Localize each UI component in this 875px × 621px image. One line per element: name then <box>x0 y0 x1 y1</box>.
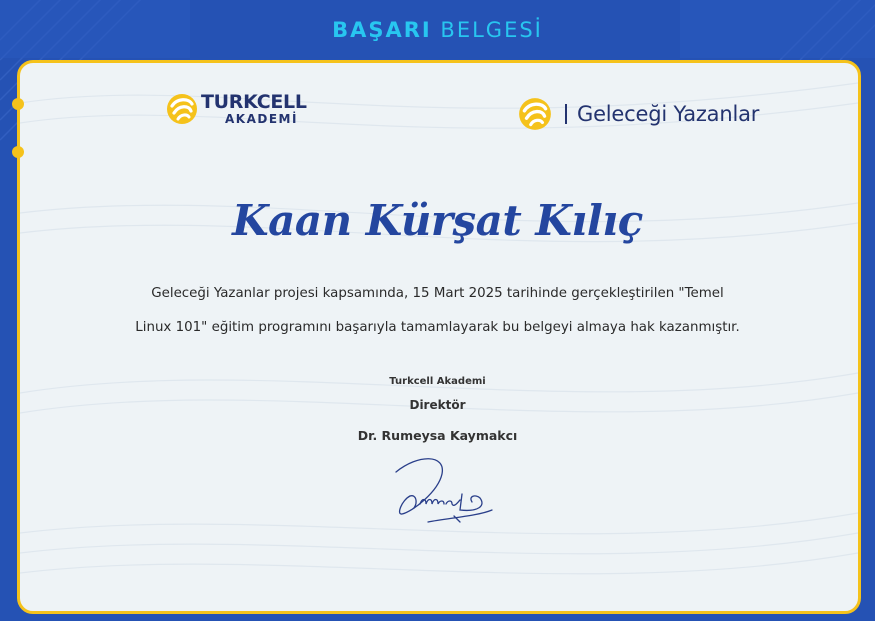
signatory-name: Dr. Rumeysa Kaymakcı <box>357 428 518 443</box>
gelecegi-yazanlar-logo <box>517 96 759 132</box>
turkcell-mark-icon <box>517 96 553 132</box>
signatory-title: Direktör <box>409 398 466 412</box>
header-title-light: BELGESİ <box>440 18 543 42</box>
handwritten-signature <box>388 452 498 532</box>
decorative-dot <box>12 146 24 158</box>
logo-separator <box>565 104 567 124</box>
turkcell-akademi-logo <box>165 92 307 126</box>
body-line: Geleceği Yazanlar projesi kapsamında, 15 Mart 2025 tarihinde gerçekleştirilen "Temel <box>151 286 724 301</box>
body-line: Linux 101" eğitim programını başarıyla tamamlayarak bu belgeyi almaya hak kazanmıştır. <box>135 320 740 335</box>
turkcell-wordmark: TURKCELL <box>201 91 307 113</box>
certificate-header-title <box>0 18 875 42</box>
program-name: Geleceği Yazanlar <box>577 102 760 126</box>
turkcell-logo-icon <box>165 92 199 126</box>
certificate-body <box>130 277 745 345</box>
akademi-wordmark: AKADEMİ <box>225 112 298 126</box>
header-title-bold: BAŞARI <box>332 18 432 42</box>
decorative-dot <box>12 98 24 110</box>
recipient-name: Kaan Kürşat Kılıç <box>232 196 643 245</box>
signatory-organization: Turkcell Akademi <box>389 376 486 387</box>
